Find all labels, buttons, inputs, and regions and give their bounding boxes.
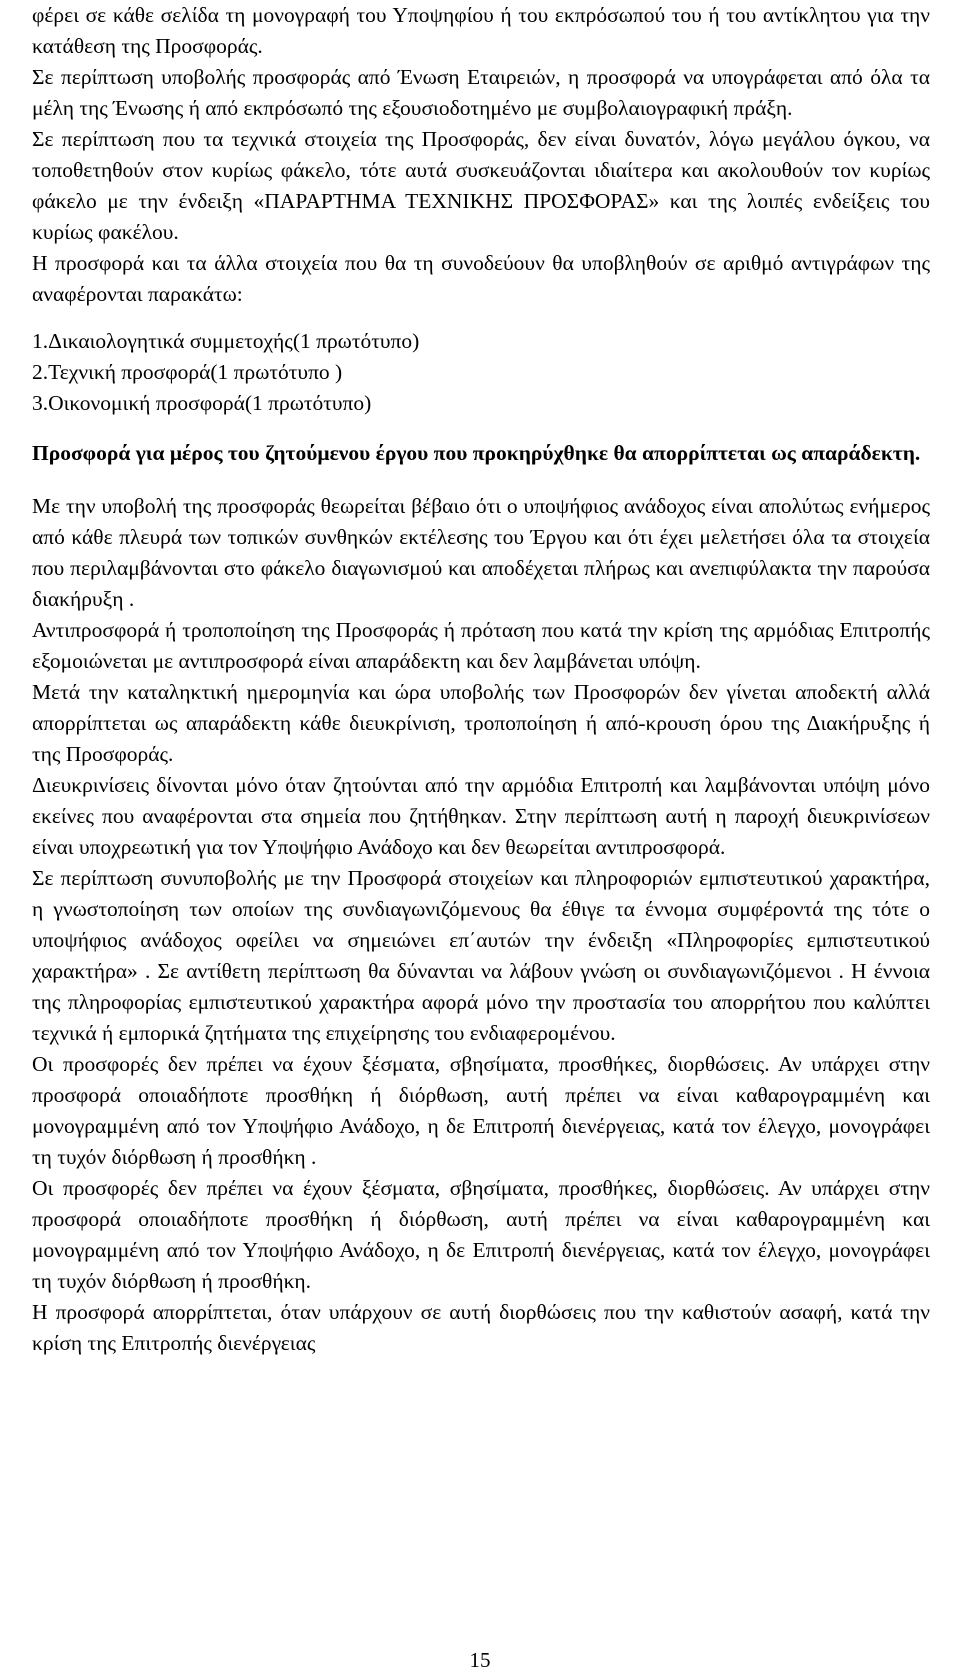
paragraph-copies: Η προσφορά και τα άλλα στοιχεία που θα τη συνοδεύουν θα υποβληθούν σε αριθμό αντιγράφων της αναφέρονται παρακάτω:: [32, 251, 930, 306]
page-number: 15: [469, 1648, 491, 1672]
paragraph-corrections-2: Οι προσφορές δεν πρέπει να έχουν ξέσματα, σβησίματα, προσθήκες, διορθώσεις. Αν υπάρχει στην προσφορά οποιαδήποτε προσθήκη ή διόρθωση, αυτή πρέπει να είναι καθαρογραμμένη και μονογραμμένη από τον Υποψήφιο Ανάδοχο, η δε Επιτροπή διενέργειας, κατά τον έλεγχο, μονογράφει τη τυχόν διόρθωση ή προσθήκη.: [32, 1176, 930, 1293]
list-item: 2.Τεχνική προσφορά(1 πρωτότυπο ): [32, 360, 343, 384]
paragraph-consortium: Σε περίπτωση υποβολής προσφοράς από Ένωση Εταιρειών, η προσφορά να υπογράφεται από όλα τα μέλη της Ένωσης ή από εκπρόσωπό της εξουσιοδοτημένο με συμβολαιογραφική πράξη.: [32, 65, 930, 120]
list-item: 1.Δικαιολογητικά συμμετοχής(1 πρωτότυπο): [32, 329, 420, 353]
paragraph-confidential: Σε περίπτωση συνυποβολής με την Προσφορά στοιχείων και πληροφοριών εμπιστευτικού χαρακτήρα, η γνωστοποίηση των οποίων της συνδιαγωνιζόμενους θα έθιγε τα έννομα συμφέροντά της τότε ο υποψήφιος ανάδοχος οφείλει να σημειώνει επ΄αυτών την ένδειξη «Πληροφορίες εμπιστευτικού χαρακτήρα» . Σε αντίθετη περίπτωση θα δύνανται να λάβουν γνώση οι συνδιαγωνιζόμενοι . Η έννοια της πληροφορίας εμπιστευτικού χαρακτήρα αφορά μόνο την προστασία του απορρήτου που καλύπτει τεχνικά ή εμπορικά ζητήματα της επιχείρησης του ενδιαφερομένου.: [32, 866, 930, 1045]
paragraph-corrections-1: Οι προσφορές δεν πρέπει να έχουν ξέσματα, σβησίματα, προσθήκες, διορθώσεις. Αν υπάρχει στην προσφορά οποιαδήποτε προσθήκη ή διόρθωση, αυτή πρέπει να είναι καθαρογραμμένη και μονογραμμένη από τον Υποψήφιο Ανάδοχο, η δε Επιτροπή διενέργειας, κατά τον έλεγχο, μονογράφει τη τυχόν διόρθωση ή προσθήκη .: [32, 1052, 930, 1169]
body-section: [32, 491, 930, 1359]
paragraph-rejection: Η προσφορά απορρίπτεται, όταν υπάρχουν σε αυτή διορθώσεις που την καθιστούν ασαφή, κατά την κρίση της Επιτροπής διενέργειας: [32, 1300, 930, 1355]
paragraph-signature: φέρει σε κάθε σελίδα τη μονογραφή του Υποψηφίου ή του εκπρόσωπού του ή του αντίκλητου για την κατάθεση της Προσφοράς.: [32, 3, 930, 58]
list-item: 3.Οικονομική προσφορά(1 πρωτότυπο): [32, 391, 372, 415]
document-body: [32, 0, 930, 1359]
paragraph-technical-annex: Σε περίπτωση που τα τεχνικά στοιχεία της Προσφοράς, δεν είναι δυνατόν, λόγω μεγάλου όγκου, να τοποθετηθούν στον κυρίως φάκελο, τότε αυτά συσκευάζονται ιδιαίτερα και ακολουθούν τον κυρίως φάκελο με την ένδειξη «ΠΑΡΑΡΤΗΜΑ ΤΕΧΝΙΚΗΣ ΠΡΟΣΦΟΡΑΣ» και της λοιπές ενδείξεις του κυρίως φακέλου.: [32, 127, 930, 244]
paragraph-counteroffer: Αντιπροσφορά ή τροποποίηση της Προσφοράς ή πρόταση που κατά την κρίση της αρμόδιας Επιτροπής εξομοιώνεται με αντιπροσφορά είναι απαράδεκτη και δεν λαμβάνεται υπόψη.: [32, 618, 930, 673]
paragraph-clarifications: Διευκρινίσεις δίνονται μόνο όταν ζητούνται από την αρμόδια Επιτροπή και λαμβάνονται υπόψη μόνο εκείνες που αναφέρονται στα σημεία που ζητήθηκαν. Στην περίπτωση αυτή η παροχή διευκρινίσεων είναι υποχρεωτική για τον Υποψήφιο Ανάδοχο και δεν θεωρείται αντιπροσφορά.: [32, 773, 930, 859]
partial-offer-warning: Προσφορά για μέρος του ζητούμενου έργου που προκηρύχθηκε θα απορρίπτεται ως απαράδεκτη.: [32, 441, 921, 465]
paragraph-deadline: Μετά την καταληκτική ημερομηνία και ώρα υποβολής των Προσφορών δεν γίνεται αποδεκτή αλλά απορρίπτεται ως απαράδεκτη κάθε διευκρίνιση, τροποποίηση ή από-κρουση όρου της Διακήρυξης ή της Προσφοράς.: [32, 680, 930, 766]
copies-list: [32, 326, 930, 419]
paragraph-acceptance: Με την υποβολή της προσφοράς θεωρείται βέβαιο ότι ο υποψήφιος ανάδοχος είναι απολύτως ενήμερος από κάθε πλευρά των τοπικών συνθηκών εκτέλεσης του Έργου και ότι έχει μελετήσει όλα τα στοιχεία που περιλαμβάνονται στο φάκελο διαγωνισμού και αποδέχεται πλήρως και ανεπιφύλακτα την παρούσα διακήρυξη .: [32, 494, 930, 611]
